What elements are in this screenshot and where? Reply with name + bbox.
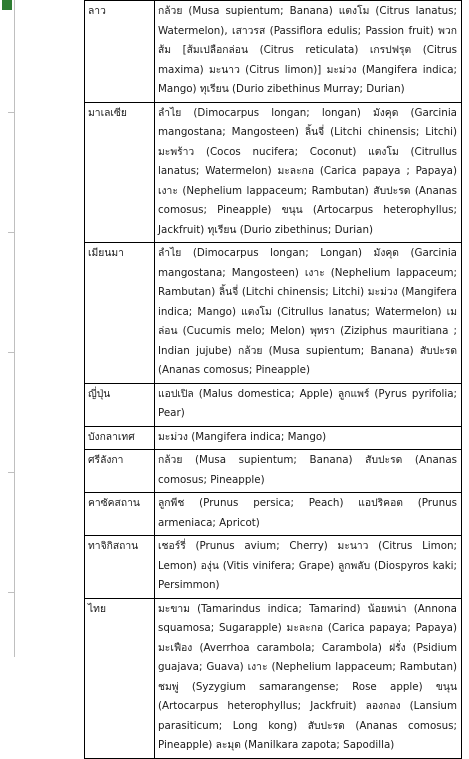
country-cell: คาซัคสถาน — [85, 493, 155, 536]
table-row — [85, 1, 462, 103]
country-cell: ทาจิกิสถาน — [85, 536, 155, 599]
gutter-tick — [8, 112, 14, 113]
table-row — [85, 243, 462, 384]
country-cell: ศรีลังกา — [85, 450, 155, 493]
crops-cell: กล้วย (Musa supientum; Banana) แตงโม (Citrus lanatus; Watermelon), เสาวรส (Passiflora edulis; Passion fruit) พวกส้ม [ส้มเปลือกล่อน (Citrus reticulata) เกรปฟรุต (Citrus maxima) มะนาว (Citrus limon)] มะม่วง (Mangifera indica; Mango) ทุเรียน (Durio zibethinus Murray; Durian) — [155, 1, 462, 103]
country-cell: ลาว — [85, 1, 155, 103]
crops-cell: เชอร์รี่ (Prunus avium; Cherry) มะนาว (Citrus Limon; Lemon) องุ่น (Vitis vinifera; Grape) ลูกพลับ (Diospyros kaki; Persimmon) — [155, 536, 462, 599]
country-cell: ไทย — [85, 598, 155, 758]
country-cell: เมียนมา — [85, 243, 155, 384]
gutter-tick — [8, 472, 14, 473]
bookmark-icon — [2, 0, 12, 10]
margin-gutter — [0, 0, 32, 657]
gutter-tick — [8, 232, 14, 233]
table-row — [85, 383, 462, 426]
table-row — [85, 450, 462, 493]
fruit-export-table — [84, 0, 462, 759]
crops-cell: ลำไย (Dimocarpus longan; Longan) มังคุด (Garcinia mangostana; Mangosteen) เงาะ (Nephelium lappaceum; Rambutan) ลิ้นจี่ (Litchi chinensis; Litchi) มะม่วง (Mangifera indica; Mango) แตงโม (Citrullus lanatus; Watermelon) เมล่อน (Cucumis melo; Melon) พุทรา (Ziziphus mauritiana ; Indian jujube) กล้วย (Musa supientum; Banana) สับปะรด (Ananas comosus; Pineapple) — [155, 243, 462, 384]
table-row — [85, 102, 462, 243]
crops-cell: มะม่วง (Mangifera indica; Mango) — [155, 426, 462, 450]
gutter-tick — [8, 592, 14, 593]
country-cell: บังกลาเทศ — [85, 426, 155, 450]
country-cell: ญี่ปุ่น — [85, 383, 155, 426]
crops-cell: กล้วย (Musa supientum; Banana) สับปะรด (Ananas comosus; Pineapple) — [155, 450, 462, 493]
crops-cell: มะขาม (Tamarindus indica; Tamarind) น้อยหน่า (Annona squamosa; Sugarapple) มะละกอ (Carica papaya; Papaya) มะเฟือง (Averrhoa carambola; Carambola) ฝรั่ง (Psidium guajava; Guava) เงาะ (Nephelium lappaceum; Rambutan) ชมพู่ (Syzygium samarangense; Rose apple) ขนุน (Artocarpus heterophyllus; Jackfruit) ลองกอง (Lansium parasiticum; Long kong) สับปะรด (Ananas comosus; Pineapple) ละมุด (Manilkara zapota; Sapodilla) — [155, 598, 462, 758]
crops-cell: ลำไย (Dimocarpus longan; longan) มังคุด (Garcinia mangostana; Mangosteen) ลิ้นจี่ (Litchi chinensis; Litchi) มะพร้าว (Cocos nucifera; Coconut) แตงโม (Citrullus lanatus; Watermelon) มะละกอ (Carica papaya ; Papaya) เงาะ (Nephelium lappaceum; Rambutan) สับปะรด (Ananas comosus; Pineapple) ขนุน (Artocarpus heterophyllus; Jackfruit) ทุเรียน (Durio zibethinus; Durian) — [155, 102, 462, 243]
table-row — [85, 598, 462, 758]
gutter-tick — [8, 352, 14, 353]
crops-cell: ลูกพีช (Prunus persica; Peach) แอปริคอต (Prunus armeniaca; Apricot) — [155, 493, 462, 536]
table-row — [85, 426, 462, 450]
table-row — [85, 493, 462, 536]
country-cell: มาเลเซีย — [85, 102, 155, 243]
table-row — [85, 536, 462, 599]
gutter-line — [14, 0, 15, 657]
crops-cell: แอปเปิล (Malus domestica; Apple) ลูกแพร์ (Pyrus pyrifolia; Pear) — [155, 383, 462, 426]
